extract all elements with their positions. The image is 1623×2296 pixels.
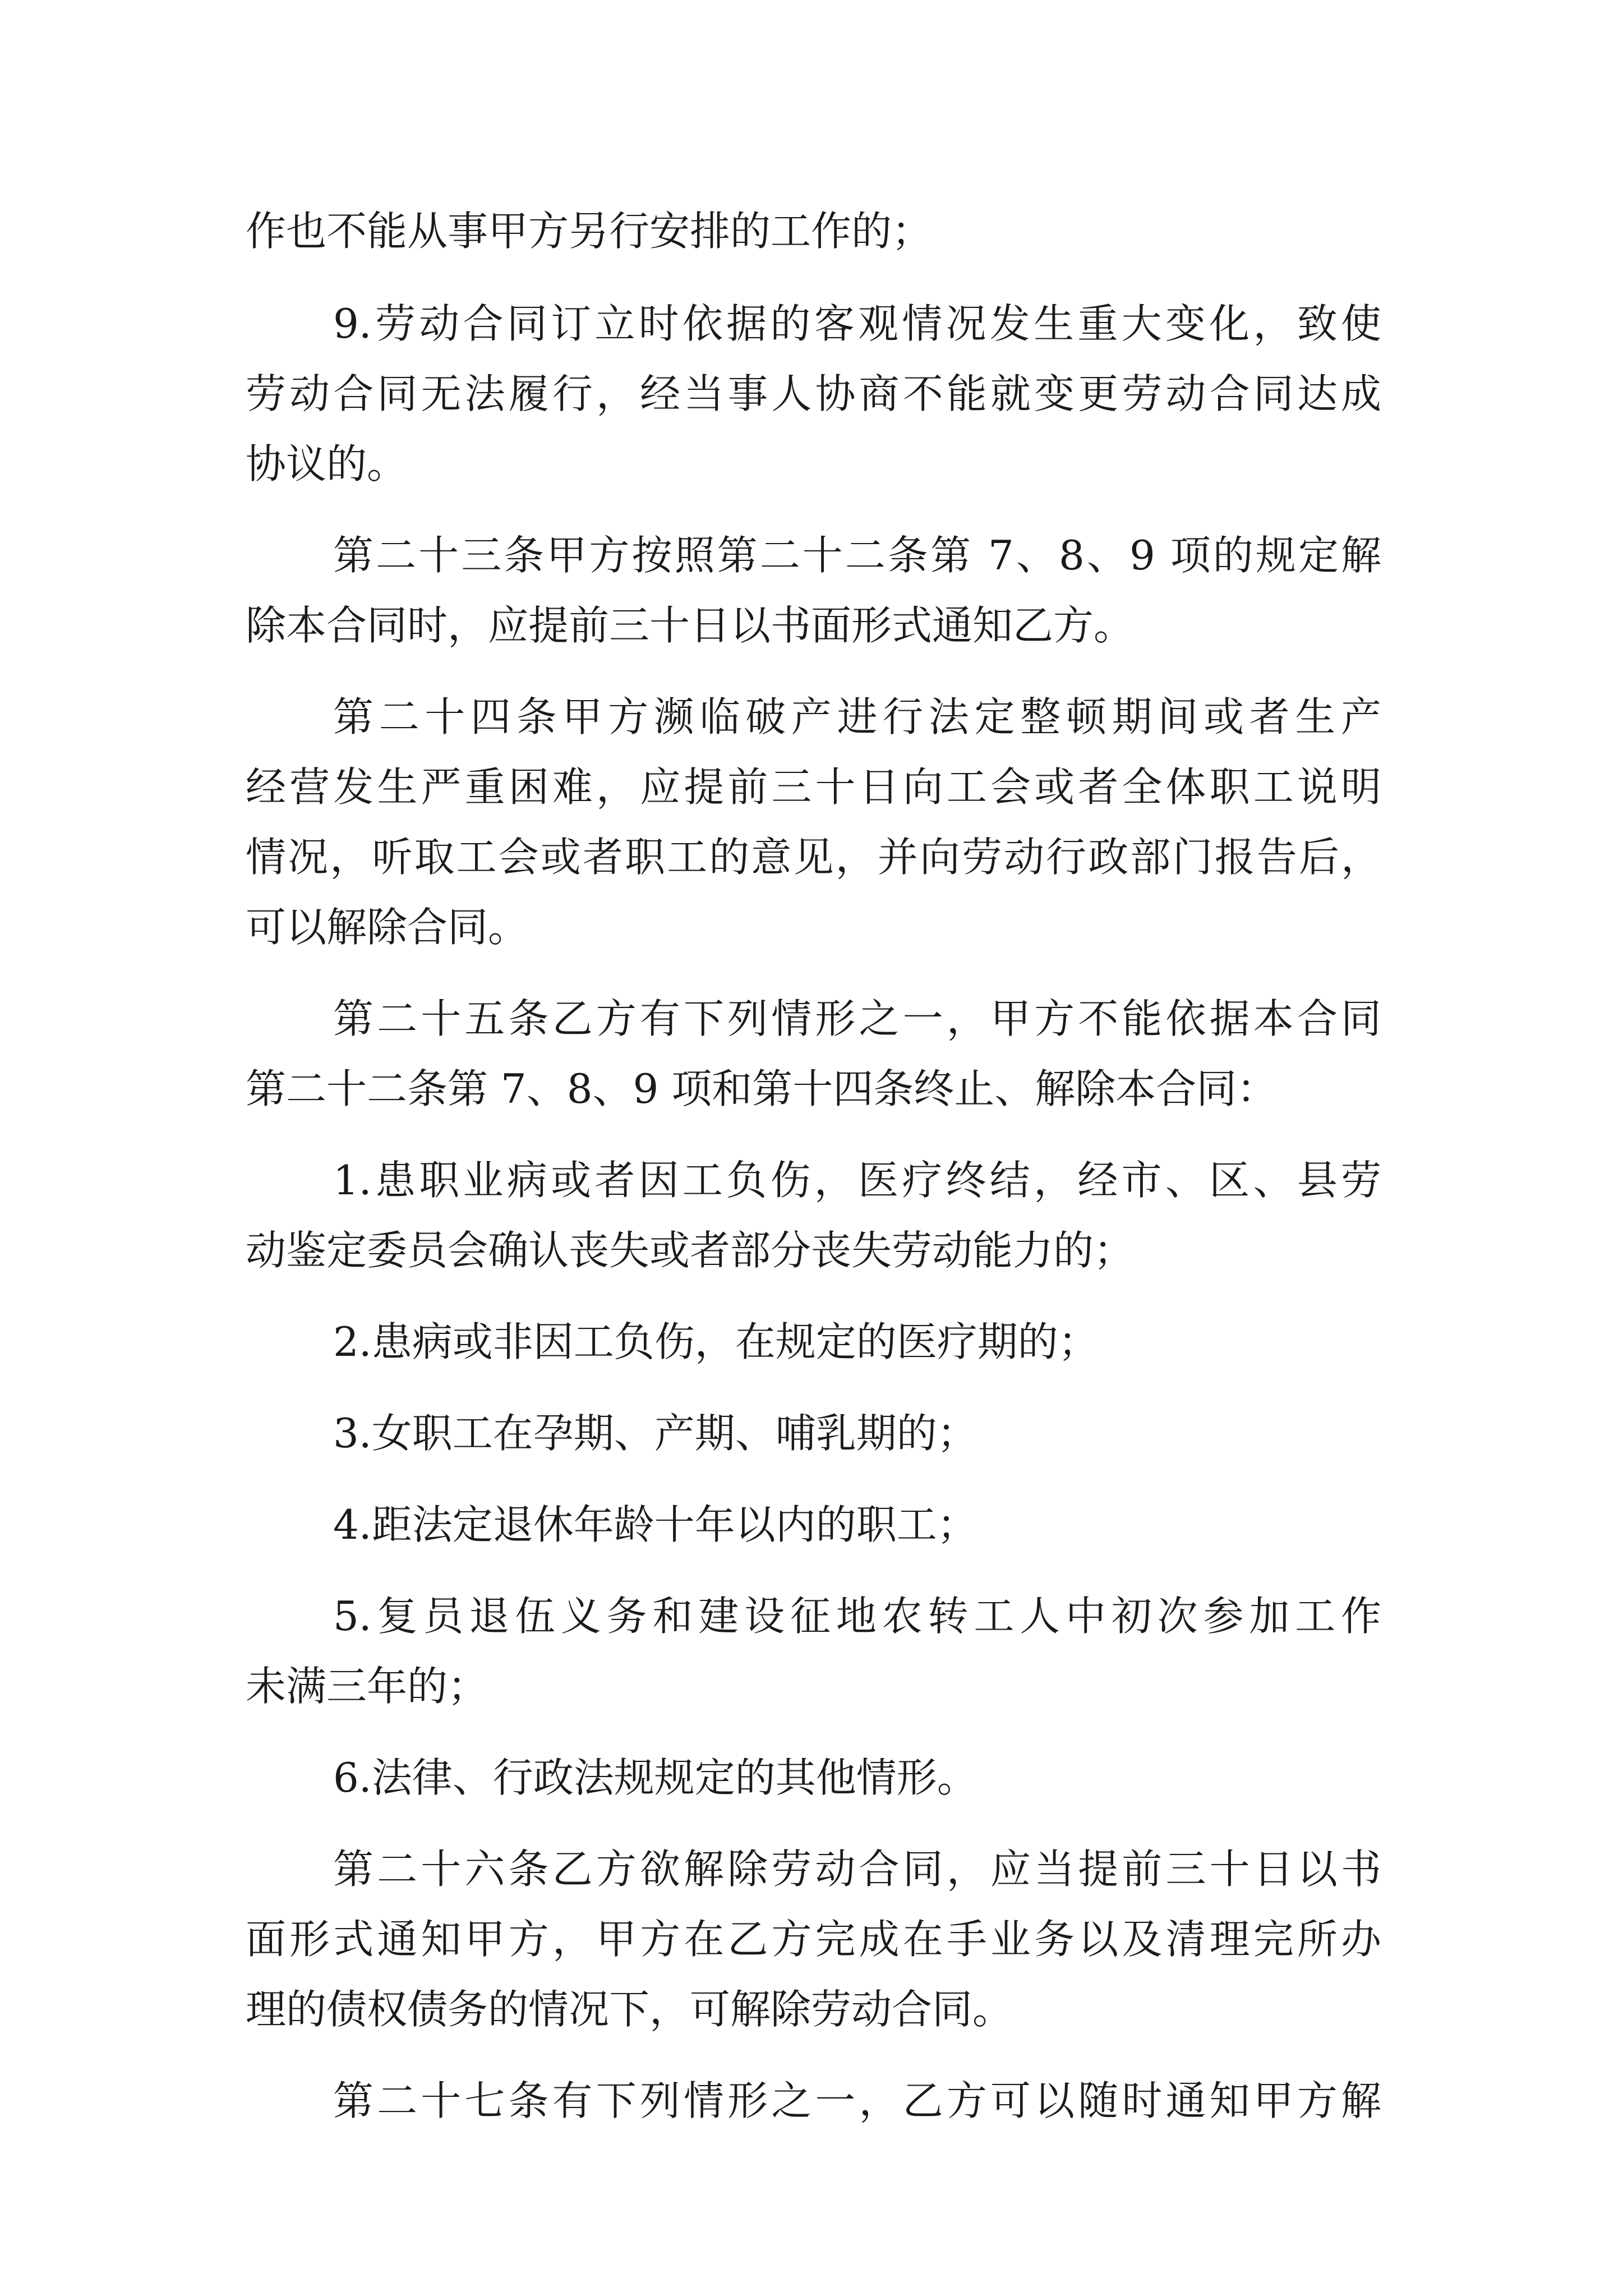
text-line: 理的债权债务的情况下，可解除劳动合同。 [246, 1986, 1013, 2033]
text-line: 6.法律、行政法规规定的其他情形。 [333, 1754, 978, 1801]
text-line: 5.复员退伍义务和建设征地农转工人中初次参加工作 [333, 1593, 1381, 1640]
text-line: 作也不能从事甲方另行安排的工作的； [246, 208, 933, 255]
text-line: 3.女职工在孕期、产期、哺乳期的； [333, 1410, 978, 1457]
text-line: 经营发生严重困难，应提前三十日向工会或者全体职工说明 [246, 763, 1381, 811]
text-line: 第二十三条甲方按照第二十二条第 7、8、9 项的规定解 [333, 532, 1381, 579]
text-line: 第二十五条乙方有下列情形之一，甲方不能依据本合同 [333, 995, 1381, 1042]
text-line: 2.患病或非因工负伤，在规定的医疗期的； [333, 1318, 1099, 1365]
text-line: 面形式通知甲方，甲方在乙方完成在手业务以及清理完所办 [246, 1916, 1381, 1963]
text-line: 未满三年的； [246, 1663, 488, 1710]
text-line: 4.距法定退休年龄十年以内的职工； [333, 1501, 978, 1548]
text-line: 第二十四条甲方濒临破产进行法定整顿期间或者生产 [333, 693, 1381, 740]
text-line: 除本合同时，应提前三十日以书面形式通知乙方。 [246, 602, 1135, 649]
text-line: 动鉴定委员会确认丧失或者部分丧失劳动能力的； [246, 1227, 1135, 1274]
text-line: 第二十六条乙方欲解除劳动合同，应当提前三十日以书 [333, 1846, 1381, 1893]
text-line: 情况，听取工会或者职工的意见，并向劳动行政部门报告后， [246, 834, 1381, 881]
text-line: 协议的。 [246, 440, 408, 487]
text-line: 第二十二条第 7、8、9 项和第十四条终止、解除本合同： [246, 1065, 1278, 1112]
text-line: 1.患职业病或者因工负伤，医疗终结，经市、区、县劳 [333, 1157, 1381, 1204]
text-line: 9.劳动合同订立时依据的客观情况发生重大变化，致使 [333, 300, 1381, 347]
text-line: 劳动合同无法履行，经当事人协商不能就变更劳动合同达成 [246, 370, 1381, 417]
text-line: 第二十七条有下列情形之一，乙方可以随时通知甲方解 [333, 2077, 1381, 2124]
text-line: 可以解除合同。 [246, 904, 529, 951]
